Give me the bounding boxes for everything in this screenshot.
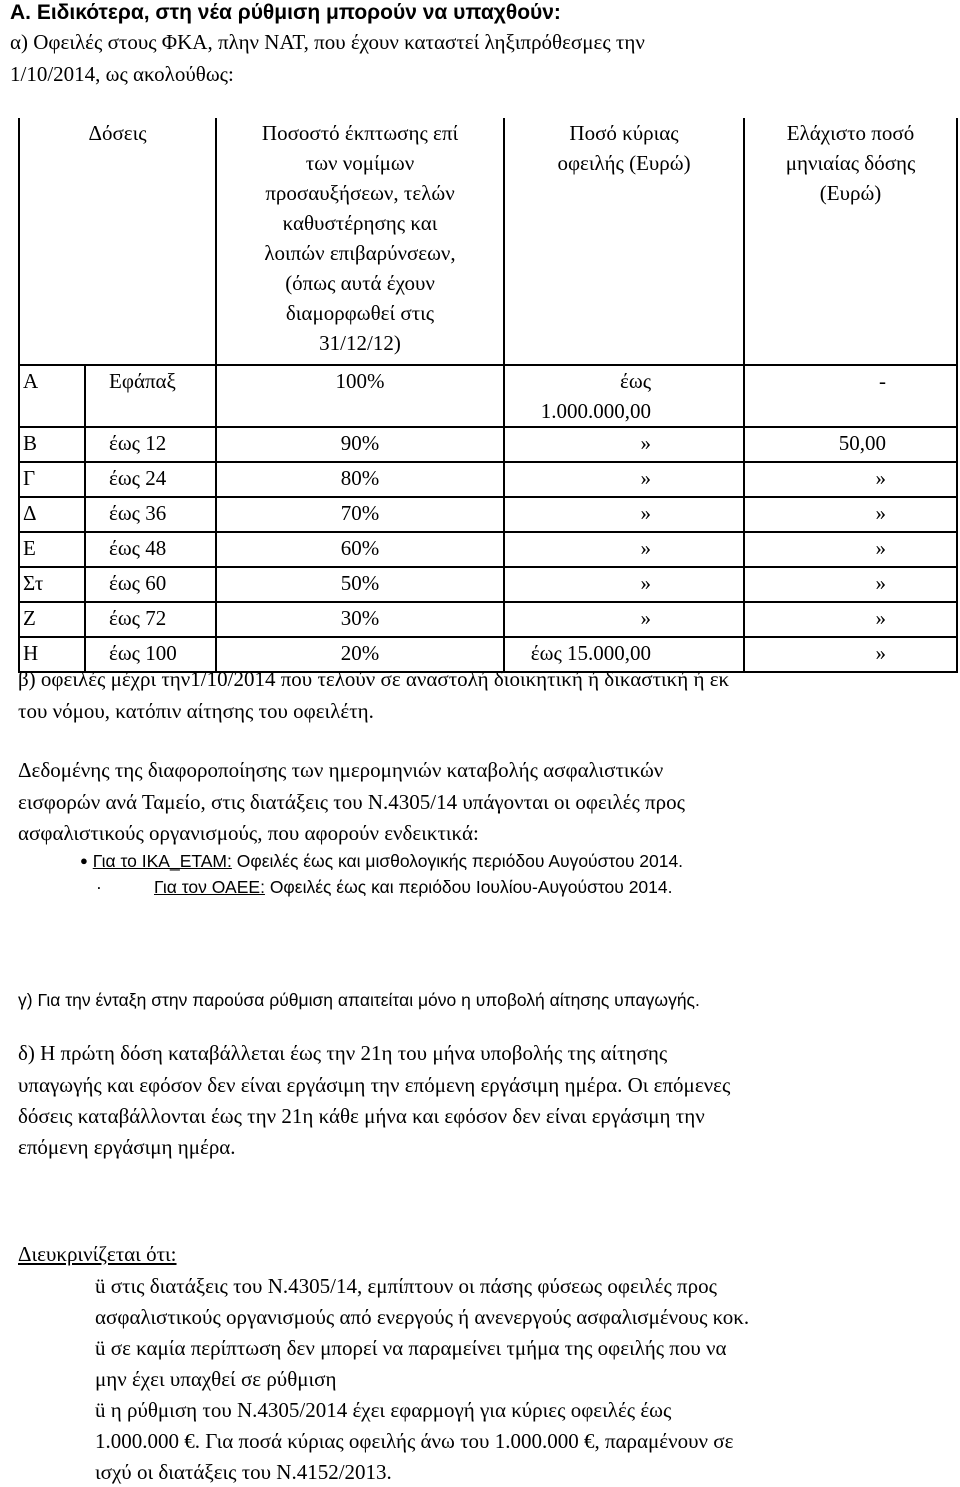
- header-line: Δόσεις: [88, 121, 147, 145]
- table-cell: έως 24: [85, 462, 216, 497]
- table-cell: »: [504, 602, 744, 637]
- table-cell: έως 100: [85, 637, 216, 672]
- bullet-dot-icon: ●: [80, 853, 88, 868]
- header-line: μηνιαίας δόσης: [785, 151, 916, 175]
- table-cell: »: [744, 462, 957, 497]
- header-line: διαμορφωθεί στις: [285, 301, 435, 325]
- check-item-line: ü στις διατάξεις του Ν.4305/14, εμπίπτουν οι πάσης φύσεως οφειλές προς: [95, 1274, 717, 1298]
- bullet-item-oaee: [96, 877, 673, 898]
- table-cell: 90%: [216, 427, 504, 462]
- table-cell: »: [744, 602, 957, 637]
- table-row: [19, 497, 957, 532]
- bullet-dot-icon: ·: [96, 877, 102, 897]
- para-b-line: β) οφειλές μέχρι την1/10/2014 που τελούν σε αναστολή διοικητική ή δικαστική ή εκ: [18, 667, 730, 691]
- check-item-line: 1.000.000 €. Για ποσά κύριας οφειλής άνω του 1.000.000 €, παραμένουν σε: [95, 1429, 734, 1453]
- check-item-line: μην έχει υπαχθεί σε ρύθμιση: [95, 1367, 337, 1391]
- check-item-line: ασφαλιστικούς οργανισμούς από ενεργούς ή ανενεργούς ασφαλισμένους κοκ.: [95, 1305, 750, 1329]
- header-line: (όπως αυτά έχουν: [285, 271, 435, 295]
- table-header-cell: [744, 118, 957, 365]
- clarify-title: Διευκρινίζεται ότι:: [18, 1242, 177, 1266]
- header-line: (Ευρώ): [819, 181, 882, 205]
- para-d-line: υπαγωγής και εφόσον δεν είναι εργάσιμη την επόμενη εργάσιμη ημέρα. Οι επόμενες: [18, 1073, 731, 1097]
- table-cell: 50%: [216, 567, 504, 602]
- installments-table: [18, 118, 958, 673]
- bullet-item-ika: [80, 851, 683, 872]
- table-cell: Ζ: [19, 602, 85, 637]
- para-diff-line: Δεδομένης της διαφοροποίησης των ημερομηνιών καταβολής ασφαλιστικών: [18, 758, 664, 782]
- header-line: Ελάχιστο ποσό: [786, 121, 915, 145]
- table-cell: »: [744, 637, 957, 672]
- table-cell: 70%: [216, 497, 504, 532]
- table-cell: 100%: [216, 365, 504, 427]
- table-cell: έως 1.000.000,00: [504, 365, 744, 427]
- section-heading: Α. Ειδικότερα, στη νέα ρύθμιση μπορούν να υπαχθούν:: [10, 1, 561, 24]
- bullet-label: Για τον ΟΑΕΕ:: [154, 877, 265, 897]
- table-cell: 50,00: [744, 427, 957, 462]
- header-line: λοιπών επιβαρύνσεων,: [264, 241, 456, 265]
- header-line: οφειλής (Ευρώ): [557, 151, 691, 175]
- header-line: 31/12/12): [319, 331, 401, 355]
- table-cell: Ε: [19, 532, 85, 567]
- table-header-cell: [216, 118, 504, 365]
- para-diff-line: εισφορών ανά Ταμείο, στις διατάξεις του Ν.4305/14 υπάγονται οι οφειλές προς: [18, 790, 685, 814]
- table-row: [19, 462, 957, 497]
- check-item-line: ü σε καμία περίπτωση δεν μπορεί να παραμείνει τμήμα της οφειλής που να: [95, 1336, 727, 1360]
- header-line: προσαυξήσεων, τελών: [265, 181, 455, 205]
- para-diff-line: ασφαλιστικούς οργανισμούς, που αφορούν ενδεικτικά:: [18, 821, 479, 845]
- table-cell: Η: [19, 637, 85, 672]
- table-row: [19, 365, 957, 427]
- header-line: Ποσό κύριας: [569, 121, 679, 145]
- para-d-line: δ) Η πρώτη δόση καταβάλλεται έως την 21η του μήνα υποβολής της αίτησης: [18, 1041, 668, 1065]
- table-cell: »: [504, 567, 744, 602]
- intro-line: 1/10/2014, ως ακολούθως:: [10, 62, 234, 86]
- table-row: [19, 602, 957, 637]
- table-cell: Εφάπαξ: [85, 365, 216, 427]
- para-g: γ) Για την ένταξη στην παρούσα ρύθμιση απαιτείται μόνο η υποβολή αίτησης υπαγωγής.: [18, 990, 700, 1010]
- table-cell: έως 36: [85, 497, 216, 532]
- table-cell: Β: [19, 427, 85, 462]
- para-b-line: του νόμου, κατόπιν αίτησης του οφειλέτη.: [18, 699, 374, 723]
- table-row: [19, 532, 957, 567]
- bullet-text: Οφειλές έως και μισθολογικής περιόδου Αυγούστου 2014.: [231, 851, 684, 871]
- check-item-line: ισχύ οι διατάξεις του Ν.4152/2013.: [95, 1460, 392, 1484]
- table-cell: έως 72: [85, 602, 216, 637]
- table-cell: »: [504, 462, 744, 497]
- table-cell: »: [744, 532, 957, 567]
- table-cell: »: [744, 497, 957, 532]
- table-row: [19, 427, 957, 462]
- table-header-row: [19, 118, 957, 365]
- table-row: [19, 567, 957, 602]
- table-header-cell: [504, 118, 744, 365]
- table-cell: Στ: [19, 567, 85, 602]
- table-cell: 60%: [216, 532, 504, 567]
- header-line: καθυστέρησης και: [282, 211, 438, 235]
- table-cell: »: [504, 427, 744, 462]
- table-cell: »: [744, 567, 957, 602]
- table-cell: »: [504, 532, 744, 567]
- table-cell: -: [744, 365, 957, 427]
- table-cell: έως 48: [85, 532, 216, 567]
- check-item-line: ü η ρύθμιση του Ν.4305/2014 έχει εφαρμογή για κύριες οφειλές έως: [95, 1398, 672, 1422]
- table-cell: έως 15.000,00: [504, 637, 744, 672]
- table-cell: »: [504, 497, 744, 532]
- para-d-line: δόσεις καταβάλλονται έως την 21η κάθε μήνα και εφόσον δεν είναι εργάσιμη την: [18, 1104, 705, 1128]
- table-cell: έως 12: [85, 427, 216, 462]
- table-cell: έως 60: [85, 567, 216, 602]
- table-cell: Α: [19, 365, 85, 427]
- header-line: Ποσοστό έκπτωσης επί: [261, 121, 459, 145]
- bullet-label: Για το ΙΚΑ_ΕΤΑΜ:: [92, 851, 232, 871]
- header-line: των νομίμων: [305, 151, 415, 175]
- intro-line: α) Οφειλές στους ΦΚΑ, πλην ΝΑΤ, που έχουν καταστεί ληξιπρόθεσμες την: [10, 30, 645, 54]
- table-cell: 80%: [216, 462, 504, 497]
- table-cell: 20%: [216, 637, 504, 672]
- table-header-cell: [19, 118, 216, 365]
- table-cell: 30%: [216, 602, 504, 637]
- table-cell: Δ: [19, 497, 85, 532]
- bullet-text: Οφειλές έως και περιόδου Ιουλίου-Αυγούστου 2014.: [264, 877, 673, 897]
- table-cell: Γ: [19, 462, 85, 497]
- para-d-line: επόμενη εργάσιμη ημέρα.: [18, 1135, 236, 1159]
